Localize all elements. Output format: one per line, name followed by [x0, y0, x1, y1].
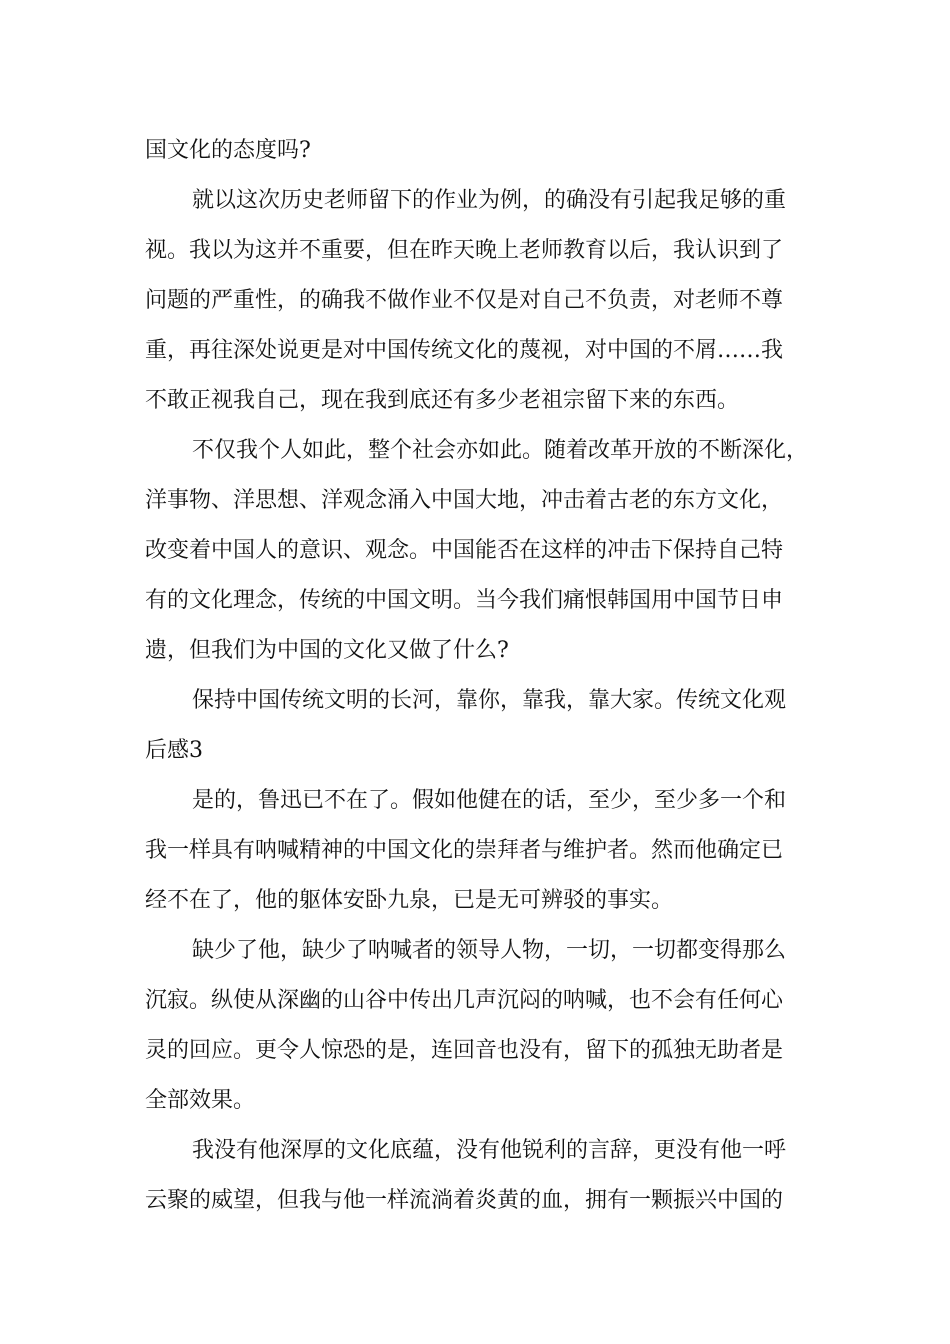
text-line: 就以这次历史老师留下的作业为例，的确没有引起我足够的重 — [192, 188, 787, 213]
text-line: 云聚的威望，但我与他一样流淌着炎黄的血，拥有一颗振兴中国的 — [145, 1188, 784, 1213]
text-line: 改变着中国人的意识、观念。中国能否在这样的冲击下保持自己特 — [145, 538, 784, 563]
text-line: 国文化的态度吗? — [145, 138, 311, 163]
text-line: 有的文化理念，传统的中国文明。当今我们痛恨韩国用中国节日申 — [145, 588, 784, 613]
text-line: 我一样具有呐喊精神的中国文化的崇拜者与维护者。然而他确定已 — [145, 838, 784, 863]
text-line: 视。我以为这并不重要，但在昨天晚上老师教育以后，我认识到了 — [145, 238, 784, 263]
text-line: 沉寂。纵使从深幽的山谷中传出几声沉闷的呐喊，也不会有任何心 — [145, 988, 784, 1013]
text-line: 洋事物、洋思想、洋观念涌入中国大地，冲击着古老的东方文化， — [145, 488, 784, 513]
text-line: 灵的回应。更令人惊恐的是，连回音也没有，留下的孤独无助者是 — [145, 1038, 784, 1063]
text-line: 保持中国传统文明的长河，靠你，靠我，靠大家。传统文化观 — [192, 688, 787, 713]
text-line: 不敢正视我自己，现在我到底还有多少老祖宗留下来的东西。 — [145, 388, 740, 413]
text-line: 全部效果。 — [145, 1088, 256, 1113]
text-line: 是的，鲁迅已不在了。假如他健在的话，至少，至少多一个和 — [192, 788, 787, 813]
text-line: 不仅我个人如此，整个社会亦如此。随着改革开放的不断深化， — [192, 438, 809, 463]
text-line: 缺少了他，缺少了呐喊者的领导人物，一切，一切都变得那么 — [192, 938, 787, 963]
text-line: 遗，但我们为中国的文化又做了什么? — [145, 638, 509, 663]
text-line: 后感3 — [145, 738, 203, 763]
text-line: 我没有他深厚的文化底蕴，没有他锐利的言辞，更没有他一呼 — [192, 1138, 787, 1163]
text-line: 问题的严重性，的确我不做作业不仅是对自己不负责，对老师不尊 — [145, 288, 784, 313]
text-line: 重，再往深处说更是对中国传统文化的蔑视，对中国的不屑……我 — [145, 338, 784, 363]
text-line: 经不在了，他的躯体安卧九泉，已是无可辨驳的事实。 — [145, 888, 674, 913]
